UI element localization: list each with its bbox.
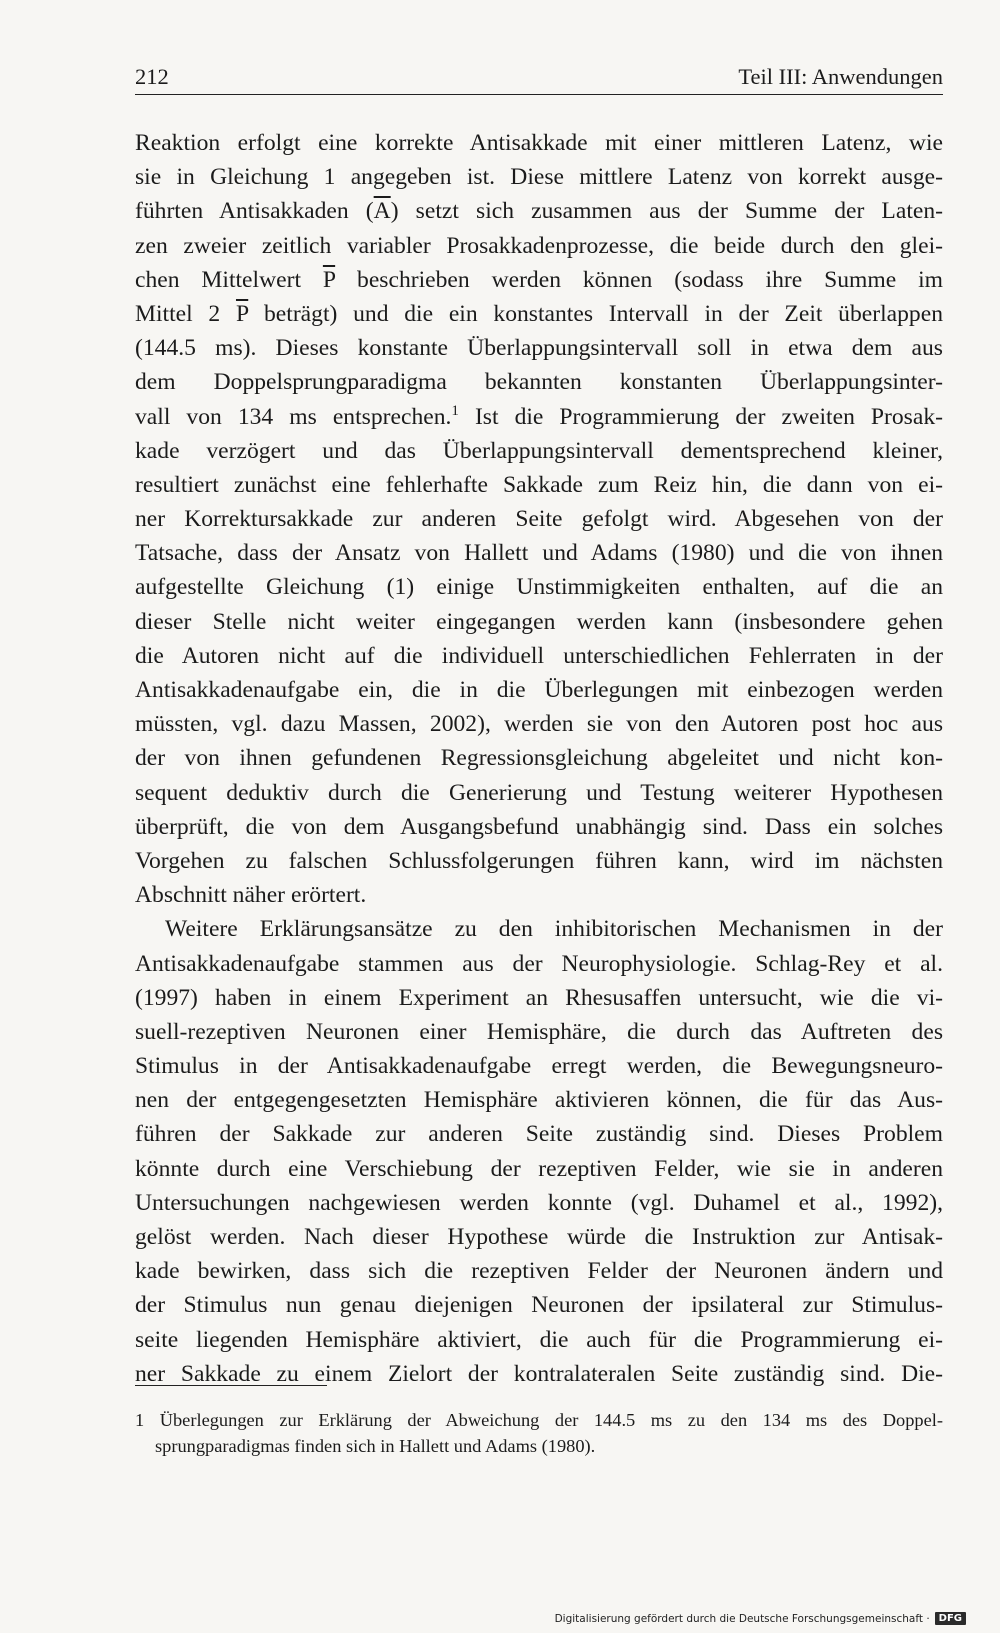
body-text xyxy=(135,126,943,1391)
text-line: Untersuchungen nachgewiesen werden konnte (vgl. Duhamel et al., 1992), xyxy=(135,1189,943,1216)
text-line: (1997) haben in einem Experiment an Rhesusaffen untersucht, wie die vi- xyxy=(135,984,943,1011)
page-number: 212 xyxy=(135,64,169,89)
text-line: vall von 134 ms entsprechen.$^1$ Ist die Programmierung der zweiten Prosak- xyxy=(135,402,943,430)
text-line: zen zweier zeitlich variabler Prosakkadenprozesse, die beide durch den glei- xyxy=(135,232,943,259)
text-line: Mittel 2 $\overline{P}$ beträgt) und die ein konstantes Intervall in der Zeit überlappen xyxy=(135,300,943,327)
mean-symbol-p: $\overline{P}$ xyxy=(322,266,336,293)
text-line: die Autoren nicht auf die individuell unterschiedlichen Fehlerraten in der xyxy=(135,642,943,669)
text-line: Antisakkadenaufgabe stammen aus der Neurophysiologie. Schlag-Rey et al. xyxy=(135,950,943,977)
text-line: der von ihnen gefundenen Regressionsgleichung abgeleitet und nicht kon- xyxy=(135,745,943,772)
mean-symbol-a: $\overline{A}$ xyxy=(373,198,391,225)
text-line: kade bewirken, dass sich die rezeptiven Felder der Neuronen ändern und xyxy=(135,1258,943,1285)
text-line: suell-rezeptiven Neuronen einer Hemisphäre, die durch das Auftreten des xyxy=(135,1018,943,1045)
text-line: Reaktion erfolgt eine korrekte Antisakkade mit einer mittleren Latenz, wie xyxy=(135,130,943,156)
text-line: Weitere Erklärungsansätze zu den inhibitorischen Mechanismen in der xyxy=(165,916,943,943)
text-line: dieser Stelle nicht weiter eingegangen werden kann (insbesondere gehen xyxy=(135,608,943,635)
text-line: der Stimulus nun genau diejenigen Neuronen der ipsilateral zur Stimulus- xyxy=(135,1292,943,1319)
running-head: Teil III: Anwendungen xyxy=(738,64,943,89)
text-line: gelöst werden. Nach dieser Hypothese würde die Instruktion zur Antisak- xyxy=(135,1224,943,1250)
text-line: (144.5 ms). Dieses konstante Überlappungsintervall soll in etwa dem aus xyxy=(135,335,943,362)
text-line: führen der Sakkade zur anderen Seite zuständig sind. Dieses Problem xyxy=(135,1121,943,1148)
dfg-logo-icon: DFG xyxy=(935,1612,966,1625)
text-line: Antisakkadenaufgabe ein, die in die Überlegungen mit einbezogen werden xyxy=(135,677,943,703)
text-line: Vorgehen zu falschen Schlussfolgerungen führen kann, wird im nächsten xyxy=(135,847,943,874)
digitization-credit xyxy=(555,1612,966,1625)
footnote-line: 1 Überlegungen zur Erklärung der Abweichung der 144.5 ms zu den 134 ms des Doppel- xyxy=(135,1410,943,1430)
footnote-divider xyxy=(135,1385,327,1386)
text-line: aufgestellte Gleichung (1) einige Unstimmigkeiten enthalten, auf die an xyxy=(135,574,943,601)
text-line: kade verzögert und das Überlappungsintervall dementsprechend kleiner, xyxy=(135,437,943,464)
text-line: überprüft, die von dem Ausgangsbefund unabhängig sind. Dass ein solches xyxy=(135,813,943,840)
mean-symbol-p: $\overline{P}$ xyxy=(235,300,249,327)
text-line: könnte durch eine Verschiebung der rezeptiven Felder, wie sie in anderen xyxy=(135,1155,943,1182)
text-line: ner Korrektursakkade zur anderen Seite gefolgt wird. Abgesehen von der xyxy=(135,506,943,533)
text-line: sequent deduktiv durch die Generierung und Testung weiterer Hypothesen xyxy=(135,779,943,806)
credit-text: Digitalisierung gefördert durch die Deutsche Forschungsgemeinschaft · xyxy=(554,1612,930,1625)
text-line: Stimulus in der Antisakkadenaufgabe erregt werden, die Bewegungsneuro- xyxy=(135,1053,943,1080)
text-line: müssten, vgl. dazu Massen, 2002), werden sie von den Autoren post hoc aus xyxy=(135,711,943,738)
text-line: nen der entgegengesetzten Hemisphäre aktivieren können, die für das Aus- xyxy=(135,1087,943,1114)
text-line: sie in Gleichung 1 angegeben ist. Diese mittlere Latenz von korrekt ausge- xyxy=(135,164,943,191)
footnote-marker[interactable]: 1 xyxy=(451,402,459,419)
text-line: chen Mittelwert $\overline{P}$ beschrieben werden können (sodass ihre Summe im xyxy=(135,266,943,293)
footnote xyxy=(135,1407,943,1459)
text-line: führten Antisakkaden $(\overline{A})$ setzt sich zusammen aus der Summe der Laten- xyxy=(135,198,943,225)
footnote-line: sprungparadigmas finden sich in Hallett und Adams (1980). xyxy=(155,1436,596,1456)
text-line: resultiert zunächst eine fehlerhafte Sakkade zum Reiz hin, die dann von ei- xyxy=(135,471,943,498)
text-line: dem Doppelsprungparadigma bekannten konstanten Überlappungsinter- xyxy=(135,369,943,396)
page-header xyxy=(135,58,943,95)
text-line: seite liegenden Hemisphäre aktiviert, die auch für die Programmierung ei- xyxy=(135,1326,943,1353)
text-line: Tatsache, dass der Ansatz von Hallett und Adams (1980) und die von ihnen xyxy=(135,540,943,567)
text-line: ner Sakkade zu einem Zielort der kontralateralen Seite zuständig sind. Die- xyxy=(135,1360,943,1387)
text-line: Abschnitt näher erörtert. xyxy=(135,882,367,909)
